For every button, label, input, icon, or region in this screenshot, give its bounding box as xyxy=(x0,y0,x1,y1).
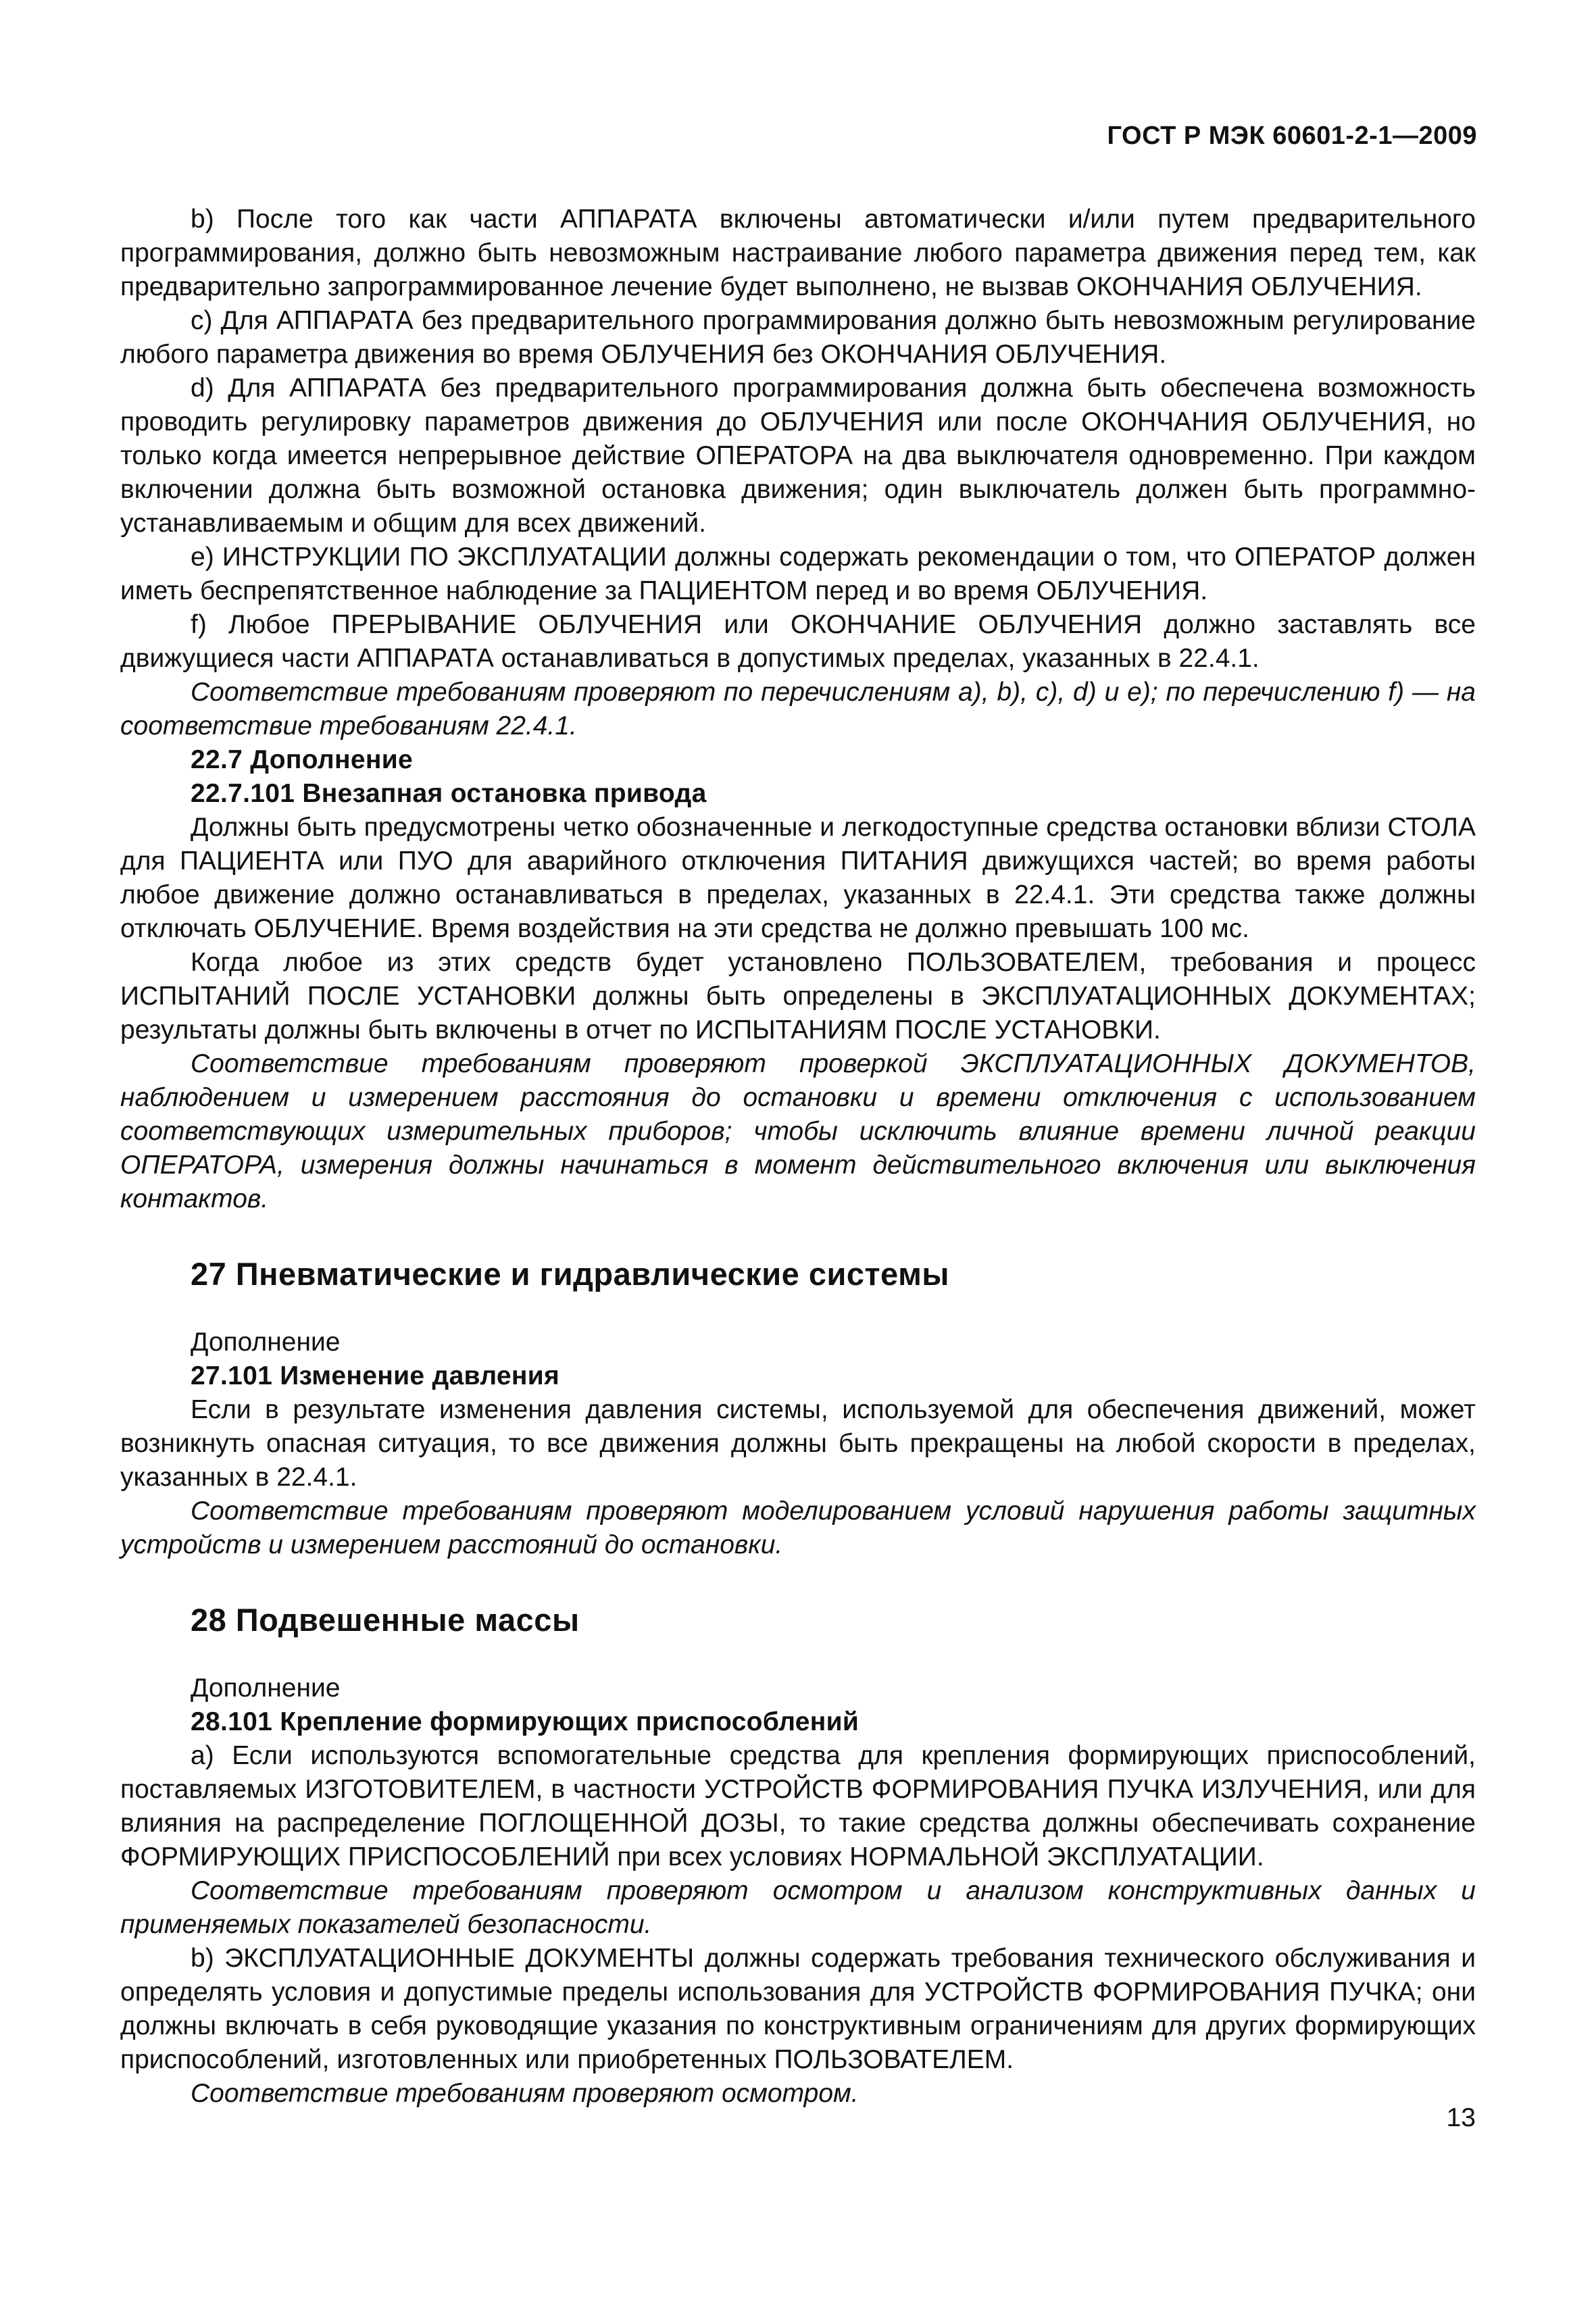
section-title-28: 28 Подвешенные массы xyxy=(191,1602,580,1638)
paragraph-28-101-a: a) Если используются вспомогательные средства для крепления формирующих приспособлений, поставляемых ИЗГОТОВИТЕЛЕМ, в частности УСТРОЙСТВ ФОРМИРОВАНИЯ ПУЧКА ИЗЛУЧЕНИЯ, или для влияния на распределение ПОГЛОЩЕННОЙ ДОЗЫ, то такие средства должны обеспечивать сохранение ФОРМИРУЮЩИХ ПРИСПОСОБЛЕНИЙ при всех условиях НОРМАЛЬНОЙ ЭКСПЛУАТАЦИИ. xyxy=(120,1741,1476,1871)
paragraph-27-101: Если в результате изменения давления системы, используемой для обеспечения движений, может возникнуть опасная ситуация, то все движения должны быть прекращены на любой скорости в пределах, указанных в 22.4.1. xyxy=(120,1395,1476,1492)
compliance-note: Соответствие требованиям проверяют осмотром. xyxy=(191,2079,859,2108)
addition-label: Дополнение xyxy=(191,1328,341,1357)
page-number: 13 xyxy=(1446,2103,1476,2132)
section-title-27: 27 Пневматические и гидравлические системы xyxy=(191,1256,949,1292)
compliance-note: Соответствие требованиям проверяют проверкой ЭКСПЛУАТАЦИОННЫХ ДОКУМЕНТОВ, наблюдением и измерением расстояния до остановки и времени отключения с использованием соответствующих измерительных приборов; чтобы исключить влияние времени личной реакции ОПЕРАТОРА, измерения должны начинаться в момент действительного включения или выключения контактов. xyxy=(120,1049,1476,1213)
clause-heading-28-101: 28.101 Крепление формирующих приспособлений xyxy=(191,1707,859,1736)
paragraph-d: d) Для АППАРАТА без предварительного программирования должна быть обеспечена возможность проводить регулировку параметров движения до ОБЛУЧЕНИЯ или после ОКОНЧАНИЯ ОБЛУЧЕНИЯ, но только когда имеется непрерывное действие ОПЕРАТОРА на два выключателя одновременно. При каждом включении должна быть возможной остановка движения; один выключатель должен быть программно-устанавливаемым и общим для всех движений. xyxy=(120,374,1476,538)
clause-heading-22-7: 22.7 Дополнение xyxy=(191,745,413,774)
paragraph-f: f) Любое ПРЕРЫВАНИЕ ОБЛУЧЕНИЯ или ОКОНЧАНИЕ ОБЛУЧЕНИЯ должно заставлять все движущиеся части АППАРАТА останавливаться в допустимых пределах, указанных в 22.4.1. xyxy=(120,610,1476,673)
paragraph-22-7-101-1: Должны быть предусмотрены четко обозначенные и легкодоступные средства остановки вблизи СТОЛА для ПАЦИЕНТА или ПУО для аварийного отключения ПИТАНИЯ движущихся частей; во время работы любое движение должно останавливаться в пределах, указанных в 22.4.1. Эти средства также должны отключать ОБЛУЧЕНИЕ. Время воздействия на эти средства не должно превышать 100 мс. xyxy=(120,813,1476,943)
clause-heading-22-7-101: 22.7.101 Внезапная остановка привода xyxy=(191,779,707,808)
paragraph-22-7-101-2: Когда любое из этих средств будет установлено ПОЛЬЗОВАТЕЛЕМ, требования и процесс ИСПЫТАНИЙ ПОСЛЕ УСТАНОВКИ должны быть определены в ЭКСПЛУАТАЦИОННЫХ ДОКУМЕНТАХ; результаты должны быть включены в отчет по ИСПЫТАНИЯМ ПОСЛЕ УСТАНОВКИ. xyxy=(120,948,1476,1045)
compliance-note: Соответствие требованиям проверяют осмотром и анализом конструктивных данных и применяемых показателей безопасности. xyxy=(120,1876,1476,1939)
addition-label: Дополнение xyxy=(191,1674,341,1703)
paragraph-e: e) ИНСТРУКЦИИ ПО ЭКСПЛУАТАЦИИ должны содержать рекомендации о том, что ОПЕРАТОР должен иметь беспрепятственное наблюдение за ПАЦИЕНТОМ перед и во время ОБЛУЧЕНИЯ. xyxy=(120,543,1476,605)
page-content xyxy=(120,203,1476,2111)
clause-heading-27-101: 27.101 Изменение давления xyxy=(191,1361,560,1390)
paragraph-28-101-b: b) ЭКСПЛУАТАЦИОННЫЕ ДОКУМЕНТЫ должны содержать требования технического обслуживания и определять условия и допустимые пределы использования для УСТРОЙСТВ ФОРМИРОВАНИЯ ПУЧКА; они должны включать в себя руководящие указания по конструктивным ограничениям для других формирующих приспособлений, изготовленных или приобретенных ПОЛЬЗОВАТЕЛЕМ. xyxy=(120,1944,1476,2074)
compliance-note: Соответствие требованиям проверяют по перечислениям a), b), c), d) и e); по перечислению f) — на соответствие требованиям 22.4.1. xyxy=(120,678,1476,740)
paragraph-b: b) После того как части АППАРАТА включены автоматически и/или путем предварительного программирования, должно быть невозможным настраивание любого параметра движения перед тем, как предварительно запрограммированное лечение будет выполнено, не вызвав ОКОНЧАНИЯ ОБЛУЧЕНИЯ. xyxy=(120,205,1476,301)
standard-header: ГОСТ Р МЭК 60601-2-1—2009 xyxy=(1107,122,1477,150)
paragraph-c: c) Для АППАРАТА без предварительного программирования должно быть невозможным регулирование любого параметра движения во время ОБЛУЧЕНИЯ без ОКОНЧАНИЯ ОБЛУЧЕНИЯ. xyxy=(120,306,1476,369)
compliance-note: Соответствие требованиям проверяют моделированием условий нарушения работы защитных устройств и измерением расстояний до остановки. xyxy=(120,1496,1476,1559)
